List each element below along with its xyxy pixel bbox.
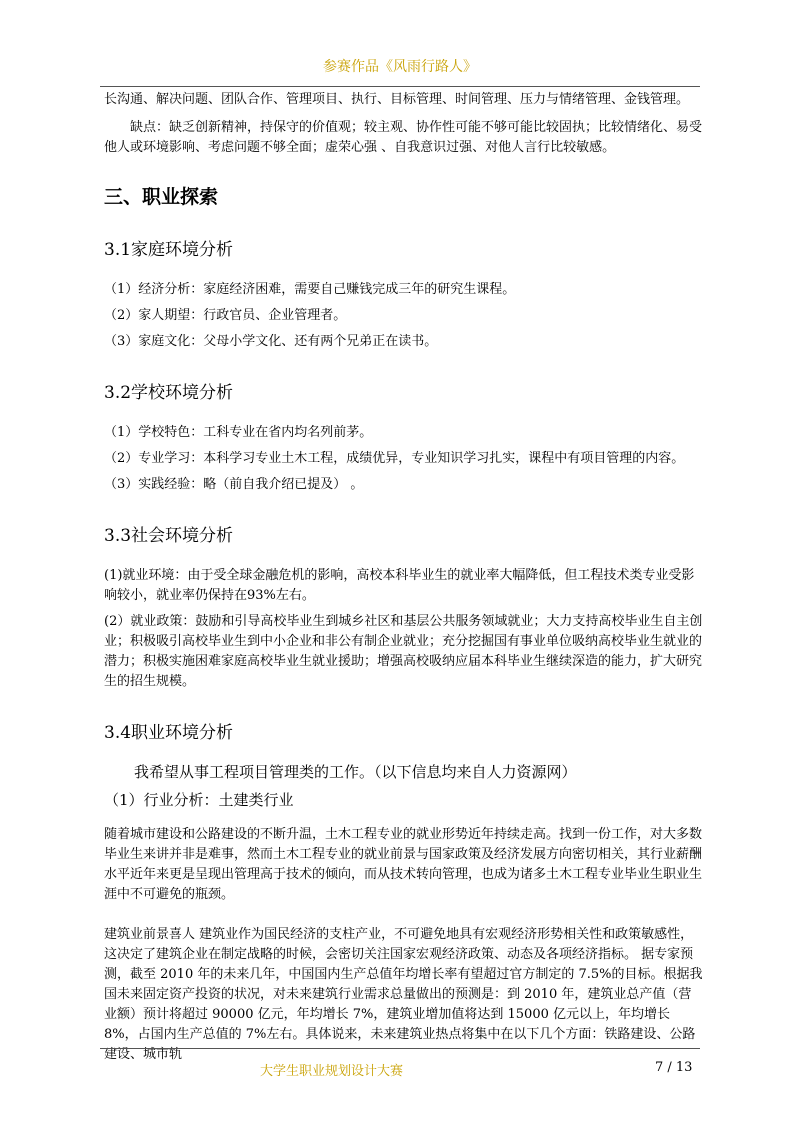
- subsection-title-school: 3.2学校环境分析: [104, 383, 234, 403]
- subsection-title-career: 3.4职业环境分析: [104, 723, 234, 743]
- industry-paragraph-1: 随着城市建设和公路建设的不断升温，土木工程专业的就业形势近年持续走高。找到一份工作，对大多数毕业生来讲并非是难事，然而土木工程专业的就业前景与国家政策及经济发展方向密切相关，其行业薪酬水平近年来更是呈现出管理高于技术的倾向，而从技术转向管理，也成为诸多土木工程专业毕业生职业生涯中不可避免的瓶颈。: [104, 827, 703, 902]
- subsection-title-family: 3.1家庭环境分析: [104, 240, 234, 260]
- society-analysis-list: [104, 566, 704, 692]
- footer-divider: [100, 1048, 700, 1049]
- list-item: （3）实践经验：略（前自我介绍已提及） 。: [104, 477, 364, 492]
- list-item: （2）家人期望：行政官员、企业管理者。: [104, 308, 347, 323]
- school-analysis-list: [104, 423, 704, 495]
- intro-line: 长沟通、解决问题、团队合作、管理项目、执行、目标管理、时间管理、压力与情绪管理、金钱管理。: [104, 92, 690, 107]
- career-wish: 我希望从事工程项目管理类的工作。（以下信息均来自人力资源网）: [134, 763, 577, 781]
- list-item: （1）经济分析：家庭经济困难，需要自己赚钱完成三年的研究生课程。: [104, 282, 516, 297]
- page-header: 参赛作品《风雨行路人》: [323, 59, 477, 75]
- industry-paragraph-2: 建筑业前景喜人 建筑业作为国民经济的支柱产业，不可避免地具有宏观经济形势相关性和政策敏感性，这决定了建筑企业在制定战略的时候，会密切关注国家宏观经济政策、动态及各项经济指标。 据专家预测，截至 2010 年的未来几年，中国国内生产总值年均增长率有望超过官方制定的 7.5%的目标。根据我国未来固定资产投资的状况，对未来建筑行业需求总量做出的预测是：到 2010 年，建筑业总产值（营业额）预计将超过 90000 亿元，年均增长 7%，建筑业增加值将达到 15000 亿元以上，年均增长 8%，占国内生产总值的 7%左右。具体说来，未来建筑业热点将集中在以下几个方面：铁路建设、公路建设、城市轨: [104, 927, 703, 1062]
- weakness-paragraph: 缺点：缺乏创新精神，持保守的价值观；较主观、协作性可能不够可能比较固执；比较情绪化、易受他人或环境影响、考虑问题不够全面；虚荣心强 、自我意识过强、对他人言行比较敏感。: [104, 120, 703, 155]
- footer-title: 大学生职业规划设计大赛: [260, 1064, 404, 1079]
- list-item: (1)就业环境：由于受全球金融危机的影响，高校本科毕业生的就业率大幅降低，但工程技术类专业受影响较小，就业率仍保持在93%左右。: [104, 568, 695, 603]
- list-item: （2）专业学习：本科学习专业土木工程，成绩优异，专业知识学习扎实，课程中有项目管理的内容。: [104, 451, 685, 466]
- document-body: [104, 90, 704, 1065]
- list-item: （3）家庭文化：父母小学文化、还有两个兄弟正在读书。: [104, 334, 438, 349]
- page-number: 7 / 13: [655, 1060, 693, 1075]
- subsection-title-society: 3.3社会环境分析: [104, 526, 234, 546]
- family-analysis-list: [104, 280, 704, 352]
- industry-analysis-heading: （1）行业分析：土建类行业: [104, 791, 294, 809]
- section-title-career-exploration: 三、职业探索: [104, 186, 219, 208]
- list-item: (2）就业政策：鼓励和引导高校毕业生到城乡社区和基层公共服务领域就业；大力支持高校毕业生自主创业；积极吸引高校毕业生到中小企业和非公有制企业就业；充分挖掘国有事业单位吸纳高校毕业生就业的潜力；积极实施困难家庭高校毕业生就业援助；增强高校吸纳应届本科毕业生继续深造的能力，扩大研究生的招生规模。: [104, 614, 703, 689]
- header-divider: [100, 86, 700, 87]
- list-item: （1）学校特色：工科专业在省内均名列前茅。: [104, 425, 373, 440]
